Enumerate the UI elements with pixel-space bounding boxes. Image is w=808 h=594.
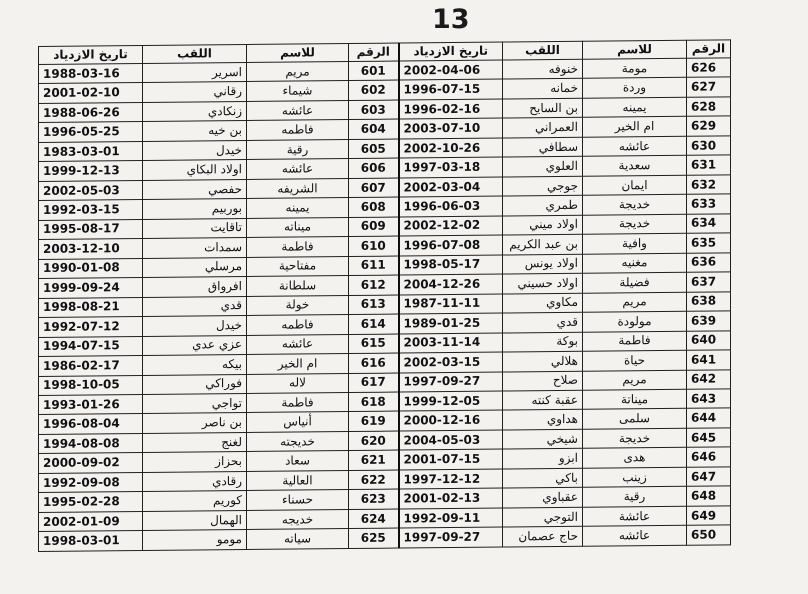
- name-cell: ايمان: [583, 175, 687, 195]
- number-cell: 609: [349, 217, 399, 237]
- date-cell: 1995-08-17: [39, 219, 143, 239]
- number-cell: 616: [349, 353, 399, 373]
- name-cell: حياة: [583, 350, 687, 370]
- title-cell: بيكه: [143, 355, 247, 375]
- name-cell: يمينه: [247, 198, 349, 218]
- number-cell: 633: [687, 194, 731, 214]
- title-cell: اولاد يونس: [503, 254, 583, 274]
- number-cell: 626: [687, 58, 731, 78]
- register-sheet: [38, 39, 726, 552]
- name-cell: عائشة: [583, 506, 687, 526]
- title-cell: اولاد ميني: [503, 215, 583, 235]
- number-cell: 629: [687, 116, 731, 136]
- date-cell: 2002-01-09: [39, 511, 143, 531]
- title-cell: الهمال: [143, 510, 247, 530]
- name-cell: خديجة: [583, 195, 687, 215]
- name-cell: عائشه: [247, 159, 349, 179]
- title-cell: قدي: [143, 296, 247, 316]
- number-cell: 622: [349, 470, 399, 490]
- name-cell: فاطمه: [247, 315, 349, 335]
- number-cell: 641: [687, 350, 731, 370]
- title-cell: خمانه: [503, 79, 583, 99]
- name-cell: سلطانة: [247, 276, 349, 296]
- number-cell: 604: [349, 119, 399, 139]
- date-cell: 1997-12-12: [399, 469, 503, 489]
- date-cell: 1988-03-16: [39, 63, 143, 83]
- name-cell: عائشه: [583, 526, 687, 547]
- title-cell: باكي: [503, 468, 583, 488]
- name-cell: مريم: [583, 292, 687, 312]
- title-cell: بن عبد الكريم: [503, 234, 583, 254]
- name-cell: زينب: [583, 467, 687, 487]
- header-date-right: تاريخ الازدياد: [399, 42, 503, 61]
- name-cell: عائشه: [247, 100, 349, 120]
- name-cell: مريم: [247, 62, 349, 82]
- title-cell: هداوي: [503, 410, 583, 430]
- date-cell: 1997-09-27: [399, 527, 503, 548]
- name-cell: شيماء: [247, 81, 349, 101]
- header-number-right: الرقم: [687, 40, 731, 58]
- date-cell: 2001-07-15: [399, 449, 503, 469]
- title-cell: لغنج: [143, 432, 247, 452]
- date-cell: 1996-06-03: [399, 196, 503, 216]
- number-cell: 650: [687, 525, 731, 545]
- date-cell: 2003-07-10: [399, 118, 503, 138]
- name-cell: سعدية: [583, 156, 687, 176]
- name-cell: ام الخير: [247, 354, 349, 374]
- header-name-left: للاسم: [247, 44, 349, 63]
- date-cell: 2002-10-26: [399, 138, 503, 158]
- date-cell: 2004-12-26: [399, 274, 503, 294]
- number-cell: 610: [349, 236, 399, 256]
- number-cell: 631: [687, 155, 731, 175]
- title-cell: صلاح: [503, 371, 583, 391]
- title-cell: هلالي: [503, 351, 583, 371]
- number-cell: 646: [687, 447, 731, 467]
- number-cell: 605: [349, 139, 399, 159]
- date-cell: 1998-05-17: [399, 255, 503, 275]
- number-cell: 640: [687, 330, 731, 350]
- register-body: [39, 58, 731, 552]
- number-cell: 607: [349, 178, 399, 198]
- date-cell: 2002-12-02: [399, 216, 503, 236]
- title-cell: طمري: [503, 196, 583, 216]
- number-cell: 612: [349, 275, 399, 295]
- number-cell: 617: [349, 373, 399, 393]
- date-cell: 2001-02-10: [39, 83, 143, 103]
- title-cell: بن السايح: [503, 98, 583, 118]
- number-cell: 618: [349, 392, 399, 412]
- title-cell: ابزو: [503, 449, 583, 469]
- number-cell: 613: [349, 295, 399, 315]
- number-cell: 632: [687, 175, 731, 195]
- number-cell: 645: [687, 428, 731, 448]
- name-cell: سلمى: [583, 409, 687, 429]
- name-cell: خولة: [247, 295, 349, 315]
- date-cell: 1994-07-15: [39, 336, 143, 356]
- title-cell: تواجي: [143, 393, 247, 413]
- number-cell: 647: [687, 467, 731, 487]
- name-cell: وافية: [583, 233, 687, 253]
- title-cell: حفصي: [143, 179, 247, 199]
- title-cell: التوجي: [503, 507, 583, 527]
- name-cell: مفتاحية: [247, 256, 349, 276]
- name-cell: عائشه: [247, 334, 349, 354]
- title-cell: سمدات: [143, 238, 247, 258]
- name-cell: هدى: [583, 448, 687, 468]
- header-date-left: تاريخ الازدياد: [39, 45, 143, 64]
- number-cell: 621: [349, 450, 399, 470]
- title-cell: العلوي: [503, 157, 583, 177]
- title-cell: خيدل: [143, 316, 247, 336]
- name-cell: العالية: [247, 470, 349, 490]
- number-cell: 623: [349, 489, 399, 509]
- date-cell: 1996-02-16: [399, 99, 503, 119]
- number-cell: 608: [349, 197, 399, 217]
- name-cell: عائشه: [583, 136, 687, 156]
- date-cell: 2002-03-04: [399, 177, 503, 197]
- name-cell: يمينه: [583, 97, 687, 117]
- header-title-right: اللقب: [503, 41, 583, 60]
- title-cell: كوريم: [143, 491, 247, 511]
- name-cell: خديجة: [583, 428, 687, 448]
- name-cell: لاله: [247, 373, 349, 393]
- number-cell: 602: [349, 81, 399, 101]
- name-cell: الشريفه: [247, 178, 349, 198]
- title-cell: بوكة: [503, 332, 583, 352]
- title-cell: العمراني: [503, 118, 583, 138]
- date-cell: 1989-01-25: [399, 313, 503, 333]
- name-cell: وردة: [583, 78, 687, 98]
- name-cell: سعاد: [247, 451, 349, 471]
- name-cell: فاطمة: [247, 392, 349, 412]
- number-cell: 649: [687, 506, 731, 526]
- number-cell: 619: [349, 411, 399, 431]
- date-cell: 1998-03-01: [39, 531, 143, 552]
- date-cell: 1992-09-08: [39, 472, 143, 492]
- number-cell: 606: [349, 158, 399, 178]
- title-cell: خنوفه: [503, 59, 583, 79]
- title-cell: مومو: [143, 530, 247, 551]
- number-cell: 635: [687, 233, 731, 253]
- title-cell: عقباوي: [503, 488, 583, 508]
- title-cell: زنكادي: [143, 101, 247, 121]
- name-cell: خديجه: [247, 509, 349, 529]
- number-cell: 611: [349, 256, 399, 276]
- date-cell: 1993-01-26: [39, 394, 143, 414]
- title-cell: قدي: [503, 312, 583, 332]
- date-cell: 1998-08-21: [39, 297, 143, 317]
- date-cell: 1996-07-15: [399, 80, 503, 100]
- date-cell: 1999-12-05: [399, 391, 503, 411]
- title-cell: رقاني: [143, 82, 247, 102]
- header-title-left: اللقب: [143, 44, 247, 63]
- date-cell: 1992-03-15: [39, 200, 143, 220]
- name-cell: أنياس: [247, 412, 349, 432]
- number-cell: 620: [349, 431, 399, 451]
- date-cell: 1987-11-11: [399, 294, 503, 314]
- name-cell: ام الخير: [583, 117, 687, 137]
- name-cell: مولودة: [583, 311, 687, 331]
- number-cell: 634: [687, 214, 731, 234]
- number-cell: 643: [687, 389, 731, 409]
- number-cell: 630: [687, 136, 731, 156]
- number-cell: 628: [687, 97, 731, 117]
- title-cell: اولاد حسيني: [503, 273, 583, 293]
- date-cell: 1992-07-12: [39, 317, 143, 337]
- title-cell: حاج عصمان: [503, 527, 583, 548]
- date-cell: 1986-02-17: [39, 356, 143, 376]
- date-cell: 2002-05-03: [39, 180, 143, 200]
- title-cell: اسرير: [143, 62, 247, 82]
- title-cell: بن خيه: [143, 121, 247, 141]
- name-cell: ميناتة: [583, 389, 687, 409]
- name-cell: فاطمه: [247, 120, 349, 140]
- number-cell: 601: [349, 61, 399, 81]
- date-cell: 1997-03-18: [399, 157, 503, 177]
- number-cell: 615: [349, 334, 399, 354]
- title-cell: شيخي: [503, 429, 583, 449]
- name-cell: فاطمة: [247, 237, 349, 257]
- number-cell: 637: [687, 272, 731, 292]
- name-cell: مغنيه: [583, 253, 687, 273]
- date-cell: 1996-05-25: [39, 122, 143, 142]
- name-cell: سياته: [247, 529, 349, 550]
- date-cell: 1994-08-08: [39, 433, 143, 453]
- name-cell: مريم: [583, 370, 687, 390]
- name-cell: حسناء: [247, 490, 349, 510]
- date-cell: 1996-07-08: [399, 235, 503, 255]
- date-cell: 2003-11-14: [399, 333, 503, 353]
- title-cell: بن ناصر: [143, 413, 247, 433]
- title-cell: اولاد البكاي: [143, 160, 247, 180]
- header-name-right: للاسم: [583, 40, 687, 59]
- date-cell: 2004-05-03: [399, 430, 503, 450]
- date-cell: 2000-09-02: [39, 453, 143, 473]
- number-cell: 642: [687, 369, 731, 389]
- number-cell: 644: [687, 408, 731, 428]
- title-cell: عزي عدي: [143, 335, 247, 355]
- title-cell: فوراكي: [143, 374, 247, 394]
- number-cell: 648: [687, 486, 731, 506]
- page-number: 13: [432, 4, 470, 35]
- name-cell: فضيلة: [583, 272, 687, 292]
- title-cell: خيدل: [143, 140, 247, 160]
- date-cell: 1983-03-01: [39, 141, 143, 161]
- number-cell: 603: [349, 100, 399, 120]
- header-number-left: الرقم: [349, 43, 399, 61]
- number-cell: 639: [687, 311, 731, 331]
- number-cell: 638: [687, 291, 731, 311]
- date-cell: 1997-09-27: [399, 372, 503, 392]
- date-cell: 2001-02-13: [399, 488, 503, 508]
- date-cell: 1999-12-13: [39, 161, 143, 181]
- date-cell: 1990-01-08: [39, 258, 143, 278]
- number-cell: 636: [687, 253, 731, 273]
- name-cell: فاطمة: [583, 331, 687, 351]
- name-cell: مومة: [583, 58, 687, 78]
- name-cell: خديجة: [583, 214, 687, 234]
- title-cell: سطافي: [503, 137, 583, 157]
- date-cell: 2002-04-06: [399, 60, 503, 80]
- date-cell: 1998-10-05: [39, 375, 143, 395]
- title-cell: افرواق: [143, 277, 247, 297]
- name-cell: خديجته: [247, 431, 349, 451]
- title-cell: رقادي: [143, 471, 247, 491]
- title-cell: عقبة كنته: [503, 390, 583, 410]
- number-cell: 625: [349, 528, 399, 548]
- number-cell: 627: [687, 77, 731, 97]
- name-cell: رقية: [583, 487, 687, 507]
- title-cell: مرسلي: [143, 257, 247, 277]
- date-cell: 1988-06-26: [39, 102, 143, 122]
- title-cell: بحزاز: [143, 452, 247, 472]
- date-cell: 1995-02-28: [39, 492, 143, 512]
- number-cell: 624: [349, 509, 399, 529]
- title-cell: تاقايت: [143, 218, 247, 238]
- date-cell: 2002-03-15: [399, 352, 503, 372]
- number-cell: 614: [349, 314, 399, 334]
- register-table: [38, 39, 731, 552]
- name-cell: رقية: [247, 139, 349, 159]
- title-cell: مكاوي: [503, 293, 583, 313]
- date-cell: 1999-09-24: [39, 278, 143, 298]
- date-cell: 1996-08-04: [39, 414, 143, 434]
- date-cell: 2003-12-10: [39, 239, 143, 259]
- name-cell: ميناته: [247, 217, 349, 237]
- title-cell: جوجي: [503, 176, 583, 196]
- date-cell: 2000-12-16: [399, 410, 503, 430]
- date-cell: 1992-09-11: [399, 508, 503, 528]
- title-cell: بوربيم: [143, 199, 247, 219]
